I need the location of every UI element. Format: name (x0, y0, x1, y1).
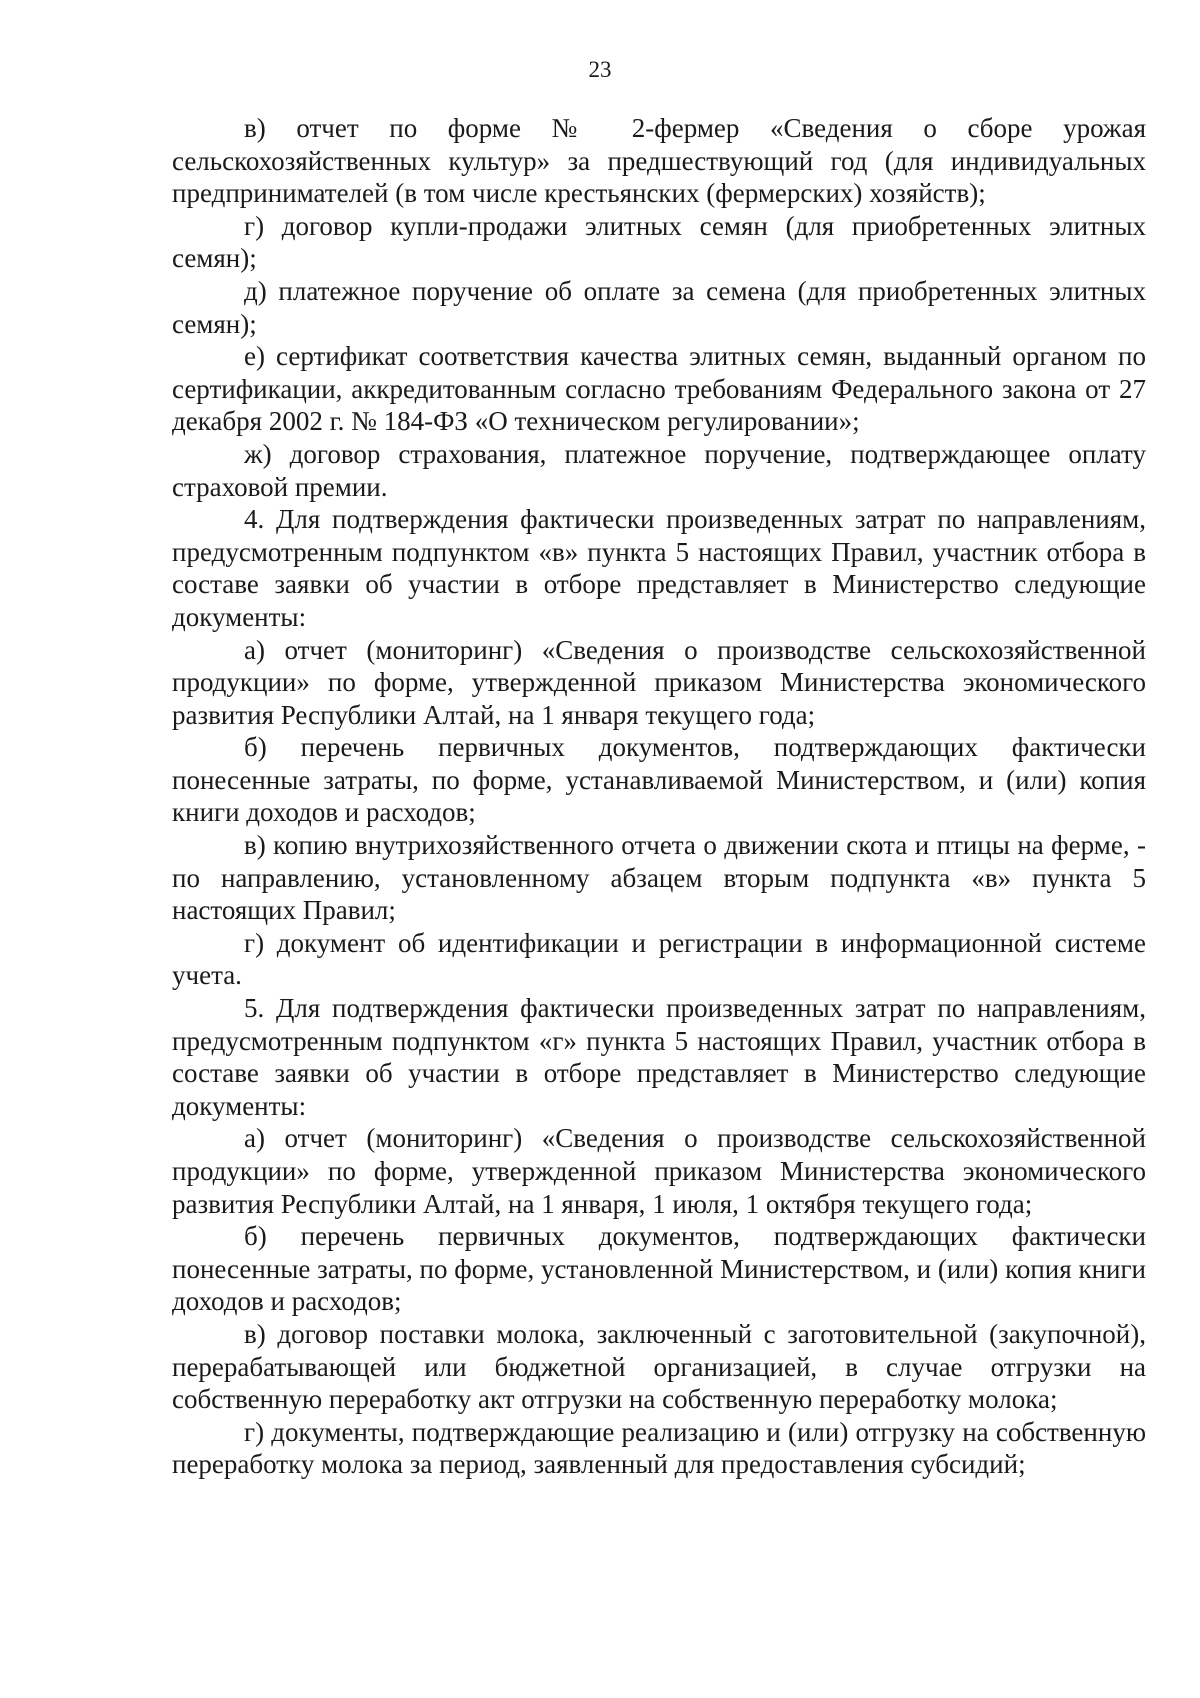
paragraph-4g: г) документ об идентификации и регистрации в информационной системе учета. (172, 927, 1146, 991)
paragraph-4: 4. Для подтверждения фактически произведенных затрат по направлениям, предусмотренным подпунктом «в» пункта 5 настоящих Правил, участник отбора в составе заявки об участии в отборе представляет в Министерство следующие документы: (172, 504, 1146, 632)
paragraph-3zh: ж) договор страхования, платежное поручение, подтверждающее оплату страховой премии. (172, 438, 1146, 502)
paragraph-5g: г) документы, подтверждающие реализацию и (или) отгрузку на собственную переработку молока за период, заявленный для предоставления субсидий; (172, 1416, 1146, 1480)
paragraph-5b: б) перечень первичных документов, подтверждающих фактически понесенные затраты, по форме, установленной Министерством, и (или) копия книги доходов и расходов; (172, 1221, 1146, 1317)
paragraph-4v: в) копию внутрихозяйственного отчета о движении скота и птицы на ферме, - по направлению, установленному абзацем вторым подпункта «в» пункта 5 настоящих Правил; (172, 830, 1146, 926)
document-body (172, 112, 1146, 1481)
paragraph-5v: в) договор поставки молока, заключенный с заготовительной (закупочной), перерабатывающей или бюджетной организацией, в случае отгрузки на собственную переработку акт отгрузки на собственную переработку молока; (172, 1318, 1146, 1415)
paragraph-4a: а) отчет (мониторинг) «Сведения о производстве сельскохозяйственной продукции» по форме, утвержденной приказом Министерства экономического развития Республики Алтай, на 1 января текущего года; (172, 634, 1146, 730)
paragraph-5a: а) отчет (мониторинг) «Сведения о производстве сельскохозяйственной продукции» по форме, утвержденной приказом Министерства экономического развития Республики Алтай, на 1 января, 1 июля, 1 октября текущего года; (172, 1123, 1146, 1219)
paragraph-3e: е) сертификат соответствия качества элитных семян, выданный органом по сертификации, аккредитованным согласно требованиям Федерального закона от 27 декабря 2002 г. № 184-ФЗ «О техническом регулировании»; (172, 341, 1146, 437)
paragraph-3d: д) платежное поручение об оплате за семена (для приобретенных элитных семян); (172, 275, 1146, 339)
paragraph-4b: б) перечень первичных документов, подтверждающих фактически понесенные затраты, по форме, устанавливаемой Министерством, и (или) копия книги доходов и расходов; (172, 732, 1146, 828)
page-number: 23 (588, 57, 612, 82)
paragraph-5: 5. Для подтверждения фактически произведенных затрат по направлениям, предусмотренным подпунктом «г» пункта 5 настоящих Правил, участник отбора в составе заявки об участии в отборе представляет в Министерство следующие документы: (172, 993, 1146, 1121)
paragraph-3v: в) отчет по форме № 2-фермер «Сведения о сборе урожая сельскохозяйственных культур» за предшествующий год (для индивидуальных предпринимателей (в том числе крестьянских (фермерских) хозяйств); (172, 113, 1146, 209)
paragraph-3g: г) договор купли-продажи элитных семян (для приобретенных элитных семян); (172, 210, 1146, 274)
